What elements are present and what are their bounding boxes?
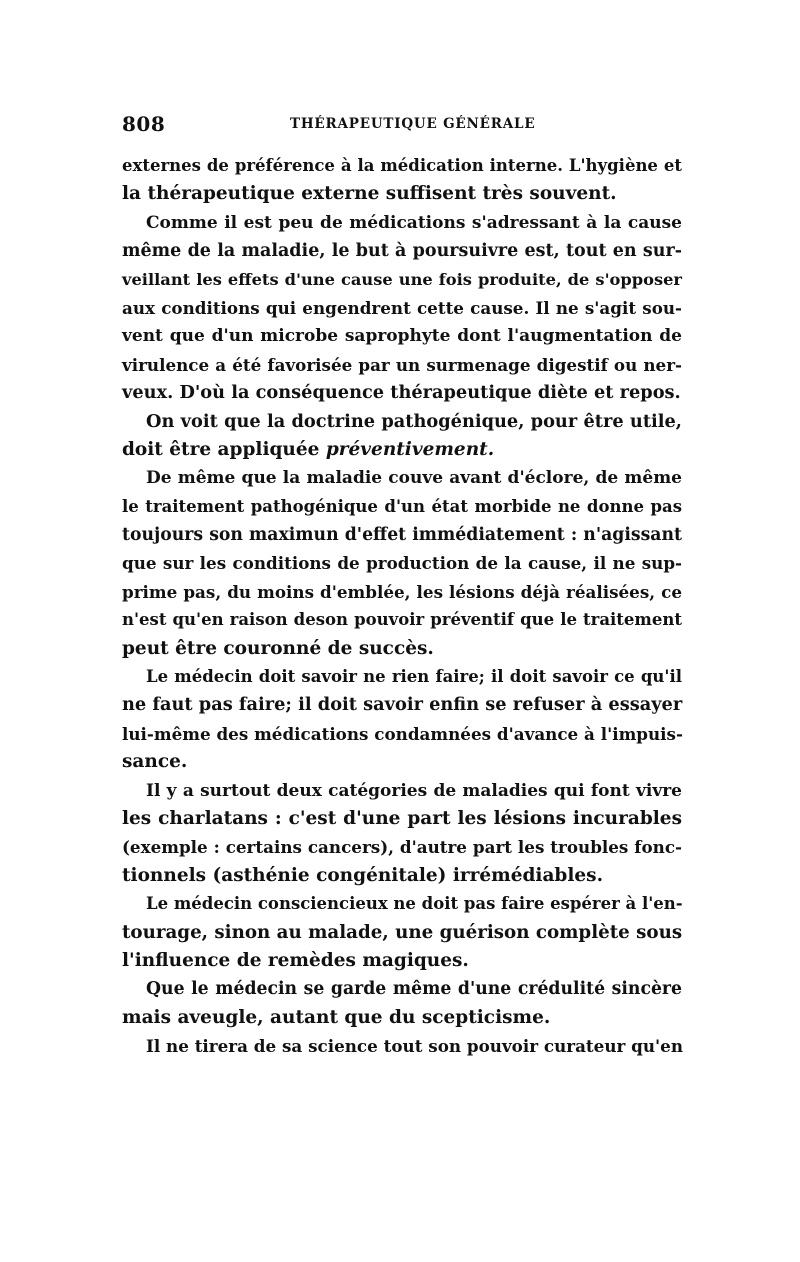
text-line: Que le médecin se garde même d'une crédulité sincère (146, 979, 682, 1000)
text-line: Le médecin consciencieux ne doit pas faire espérer à l'en- (146, 894, 683, 914)
text-line: De même que la maladie couve avant d'éclore, de même (146, 468, 682, 489)
text-line: Il y a surtout deux catégories de maladies qui font vivre (146, 780, 682, 801)
text-line: veillant les effets d'une cause une fois produite, de s'opposer (122, 269, 682, 289)
text-line (122, 436, 682, 464)
text-line: veux. D'où la conséquence thérapeutique diète et repos. (122, 382, 681, 404)
text-line: le traitement pathogénique d'un état morbide ne donne pas (122, 496, 682, 516)
text-line: l'influence de remèdes magiques. (122, 949, 469, 971)
text-line-prefix: doit être appliquée (122, 438, 326, 460)
text-line: lui-même des médications condamnées d'avance à l'impuis- (122, 723, 683, 744)
page-number: 808 (122, 112, 166, 136)
text-line: tionnels (asthénie congénitale) irrémédiables. (122, 864, 604, 886)
text-line: sance. (122, 751, 188, 773)
text-line: vent que d'un microbe saprophyte dont l'augmentation de (122, 326, 682, 347)
text-line: Le médecin doit savoir ne rien faire; il doit savoir ce qu'il (146, 667, 682, 687)
text-line: toujours son maximun d'effet immédiatement : n'agissant (122, 525, 682, 546)
text-line: que sur les conditions de production de la cause, il ne sup- (122, 553, 682, 574)
text-line: n'est qu'en raison deson pouvoir préventif que le traitement (122, 610, 682, 630)
text-line: Il ne tirera de sa science tout son pouvoir curateur qu'en (146, 1036, 684, 1057)
text-line: même de la maladie, le but à poursuivre est, tout en sur- (122, 241, 682, 262)
text-line: aux conditions qui engendrent cette cause. Il ne s'agit sou- (122, 297, 682, 318)
text-line: externes de préférence à la médication interne. L'hygiène et (122, 156, 682, 175)
text-line: tourage, sinon au malade, une guérison complète sous (122, 921, 683, 943)
text-line: peut être couronné de succès. (122, 637, 434, 659)
text-line: virulence a été favorisée par un surmenage digestif ou ner- (122, 354, 682, 375)
text-line: mais aveugle, autant que du scepticisme. (122, 1006, 551, 1028)
text-line: ne faut pas faire; il doit savoir enfin se refuser à essayer (122, 694, 683, 716)
text-line: prime pas, du moins d'emblée, les lésions déjà réalisées, ce (122, 581, 682, 602)
text-line: (exemple : certains cancers), d'autre part les troubles fonc- (122, 837, 682, 858)
text-line: la thérapeutique externe suffisent très souvent. (122, 183, 617, 205)
text-line: Comme il est peu de médications s'adressant à la cause (146, 212, 682, 233)
italic-emphasis: préventivement. (325, 438, 495, 460)
running-title: THÉRAPEUTIQUE GÉNÉRALE (290, 116, 536, 132)
text-line: On voit que la doctrine pathogénique, pour être utile, (146, 410, 682, 432)
running-head (122, 112, 678, 136)
body-text (122, 152, 682, 1061)
text-line: les charlatans : c'est d'une part les lésions incurables (122, 807, 682, 829)
